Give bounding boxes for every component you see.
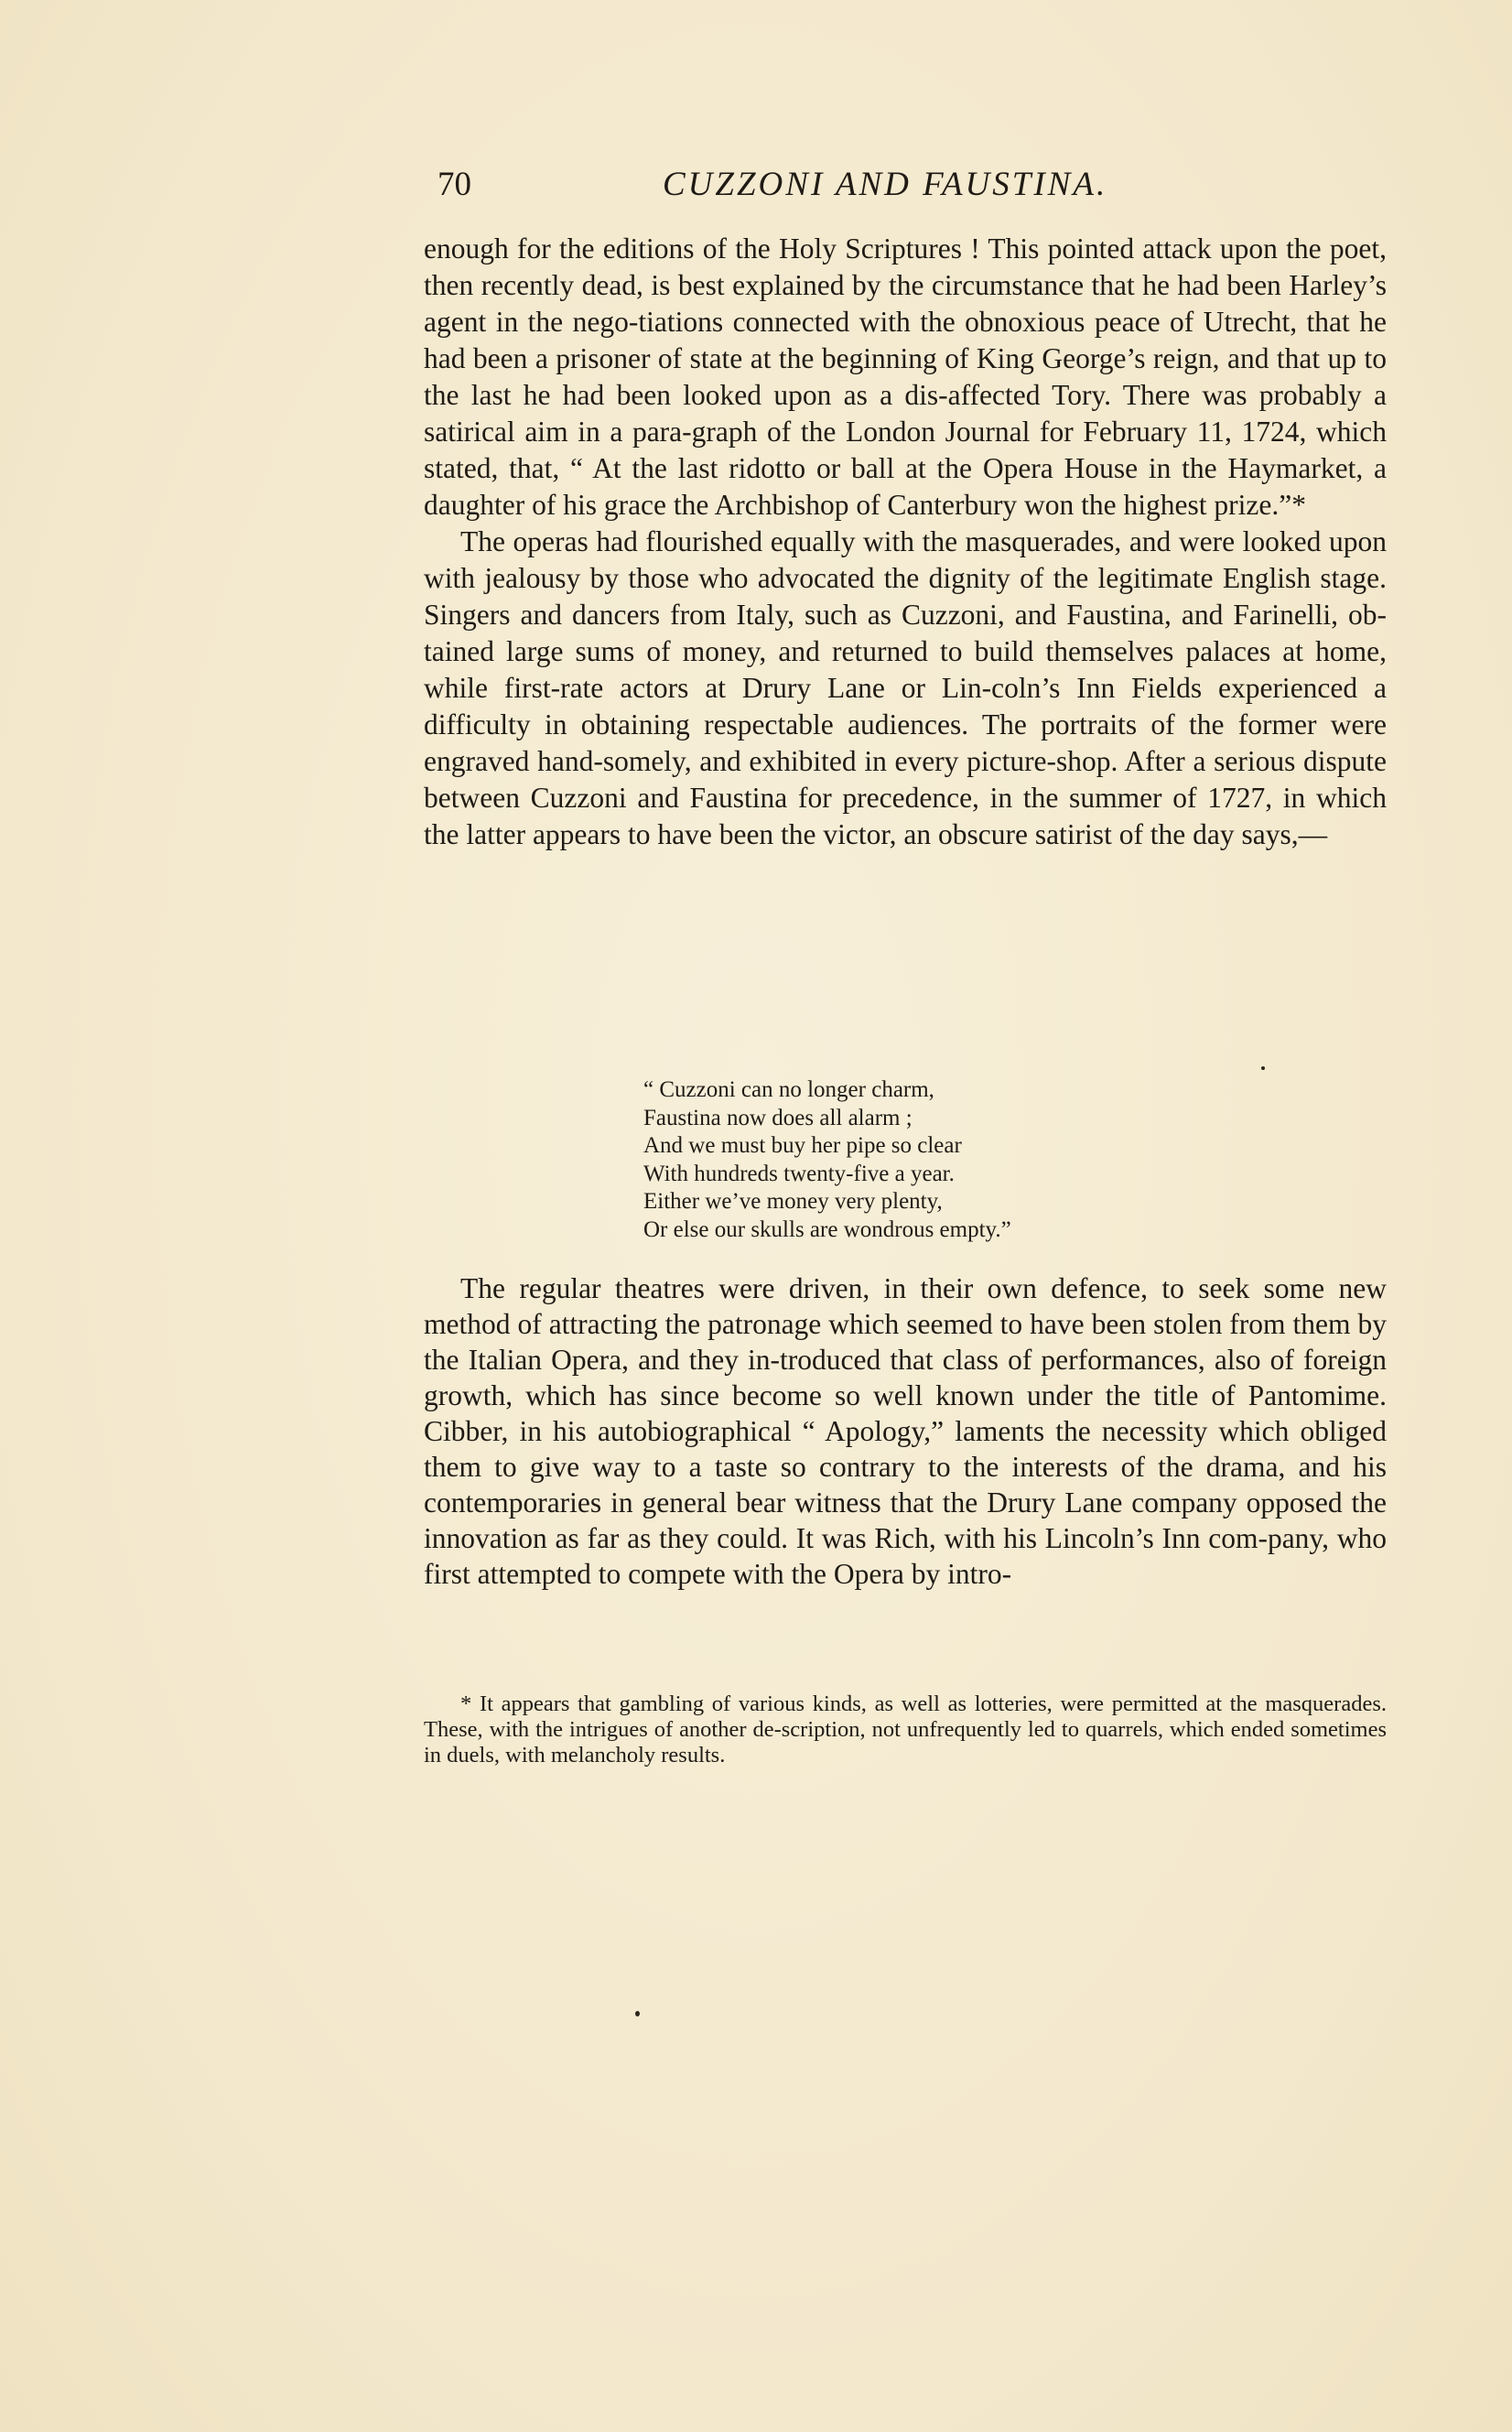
page-number: 70 [437, 166, 471, 203]
running-title: CUZZONI AND FAUSTINA. [663, 166, 1108, 203]
ink-speck [1261, 1066, 1265, 1070]
verse-line: Or else our skulls are wondrous empty.” [643, 1216, 1011, 1242]
paragraph-1: enough for the editions of the Holy Scriptures ! This pointed attack upon the poet, then recently dead, is best explained by the circumstance that he had been Harley’s agent in the nego-tiations connected with the obnoxious peace of Utrecht, that he had been a prisoner of state at the beginning of King George’s reign, and that up to the last he had been looked upon as a dis-affected Tory. There was probably a satirical aim in a para-graph of the London Journal for February 11, 1724, which stated, that, “ At the last ridotto or ball at the Opera House in the Haymarket, a daughter of his grace the Archbishop of Canterbury won the highest prize.”* [424, 232, 1387, 521]
footnote [424, 1692, 1387, 1768]
footnote-text: * It appears that gambling of various kinds, as well as lotteries, were permitted at the masquerades. These, with the intrigues of another de-scription, not unfrequently led to quarrels, which ended sometimes in duels, with melancholy results. [424, 1692, 1387, 1767]
verse-line: “ Cuzzoni can no longer charm, [643, 1077, 934, 1102]
page-header [437, 165, 1170, 211]
paragraph-3: The regular theatres were driven, in their own defence, to seek some new method of attracting the patronage which seemed to have been stolen from them by the Italian Opera, and they in-troduced that class of performances, also of foreign growth, which has since become so well known under the title of Pantomime. Cibber, in his autobiographical “ Apology,” laments the necessity which obliged them to give way to a taste so contrary to the interests of the drama, and his contemporaries in general bear witness that the Drury Lane company opposed the innovation as far as they could. It was Rich, with his Lincoln’s Inn com-pany, who first attempted to compete with the Opera by intro- [424, 1272, 1387, 1590]
paragraph-2: The operas had flourished equally with the masquerades, and were looked upon with jealousy by those who advocated the dignity of the legitimate English stage. Singers and dancers from Italy, such as Cuzzoni, and Faustina, and Farinelli, ob-tained large sums of money, and returned to build themselves palaces at home, while first-rate actors at Drury Lane or Lin-coln’s Inn Fields experienced a difficulty in obtaining respectable audiences. The portraits of the former were engraved hand-somely, and exhibited in every picture-shop. After a serious dispute between Cuzzoni and Faustina for precedence, in the summer of 1727, in which the latter appears to have been the victor, an obscure satirist of the day says,— [424, 525, 1387, 850]
body-text-upper [424, 231, 1387, 853]
verse-line: Either we’ve money very plenty, [643, 1189, 943, 1214]
verse-quotation [643, 1076, 1247, 1244]
verse-line: With hundreds twenty-five a year. [643, 1161, 955, 1186]
verse-line: Faustina now does all alarm ; [643, 1105, 913, 1130]
verse-line: And we must buy her pipe so clear [643, 1133, 962, 1158]
ink-speck [635, 2011, 640, 2016]
body-text-lower [424, 1270, 1387, 1592]
